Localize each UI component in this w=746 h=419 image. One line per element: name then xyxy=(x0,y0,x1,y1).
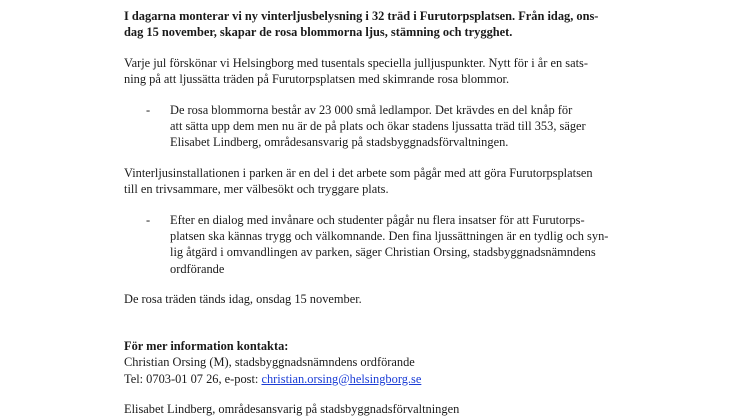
lead-paragraph xyxy=(124,8,644,41)
quote-line: lig åtgärd i omvandlingen av parken, säger Christian Orsing, stadsbyggnadsnämndens xyxy=(170,245,596,260)
body-line: Vinterljusinstallationen i parken är en del i det arbete som pågår med att göra Furutorpsplatsen xyxy=(124,165,593,180)
closing-line: De rosa träden tänds idag, onsdag 15 november. xyxy=(124,292,362,307)
contact-block xyxy=(124,338,644,418)
intro-line: ning på att ljussätta träden på Furutorpsplatsen med skimrande rosa blommor. xyxy=(124,72,510,87)
lead-line: I dagarna monterar vi ny vinterljusbelysning i 32 träd i Furutorpsplatsen. Från idag, ons- xyxy=(124,9,599,23)
quote-line: Elisabet Lindberg, områdesansvarig på stadsbyggnadsförvaltningen. xyxy=(170,135,509,150)
body-line: till en trivsammare, mer välbesökt och tryggare plats. xyxy=(124,182,389,197)
quote-bullet-1 xyxy=(124,102,644,151)
email-link[interactable]: christian.orsing@helsingborg.se xyxy=(261,371,422,386)
quote-line: ordförande xyxy=(170,261,225,276)
bullet-dash: - xyxy=(146,102,151,117)
quote-line: Efter en dialog med invånare och studenter pågår nu flera insatser för att Furutorps- xyxy=(170,212,585,227)
lead-line: dag 15 november, skapar de rosa blommorna ljus, stämning och trygghet. xyxy=(124,25,513,40)
contact-phone-line xyxy=(124,371,644,387)
body-paragraph xyxy=(124,165,644,198)
quote-line: platsen ska kännas trygg och välkomnande. Den fina ljussättningen är en tydlig och syn- xyxy=(170,229,609,244)
contact-person-1: Christian Orsing (M), stadsbyggnadsnämndens ordförande xyxy=(124,355,415,370)
contact-person-2: Elisabet Lindberg, områdesansvarig på stadsbyggnadsförvaltningen xyxy=(124,401,460,416)
quote-line: att sätta upp dem men nu är de på plats och ökar stadens ljussatta träd till 353, säger xyxy=(170,119,586,134)
quote-bullet-2 xyxy=(124,212,644,278)
contact-phone: Tel: 0703-01 07 26, e-post: xyxy=(124,371,262,386)
contact-heading: För mer information kontakta: xyxy=(124,338,289,353)
press-release-document xyxy=(124,8,644,417)
intro-line: Varje jul förskönar vi Helsingborg med tusentals speciella julljuspunkter. Nytt för i år en sats- xyxy=(124,55,588,70)
intro-paragraph xyxy=(124,55,644,88)
quote-line: De rosa blommorna består av 23 000 små ledlampor. Det krävdes en del knåp för xyxy=(170,102,573,117)
bullet-dash: - xyxy=(146,212,151,227)
